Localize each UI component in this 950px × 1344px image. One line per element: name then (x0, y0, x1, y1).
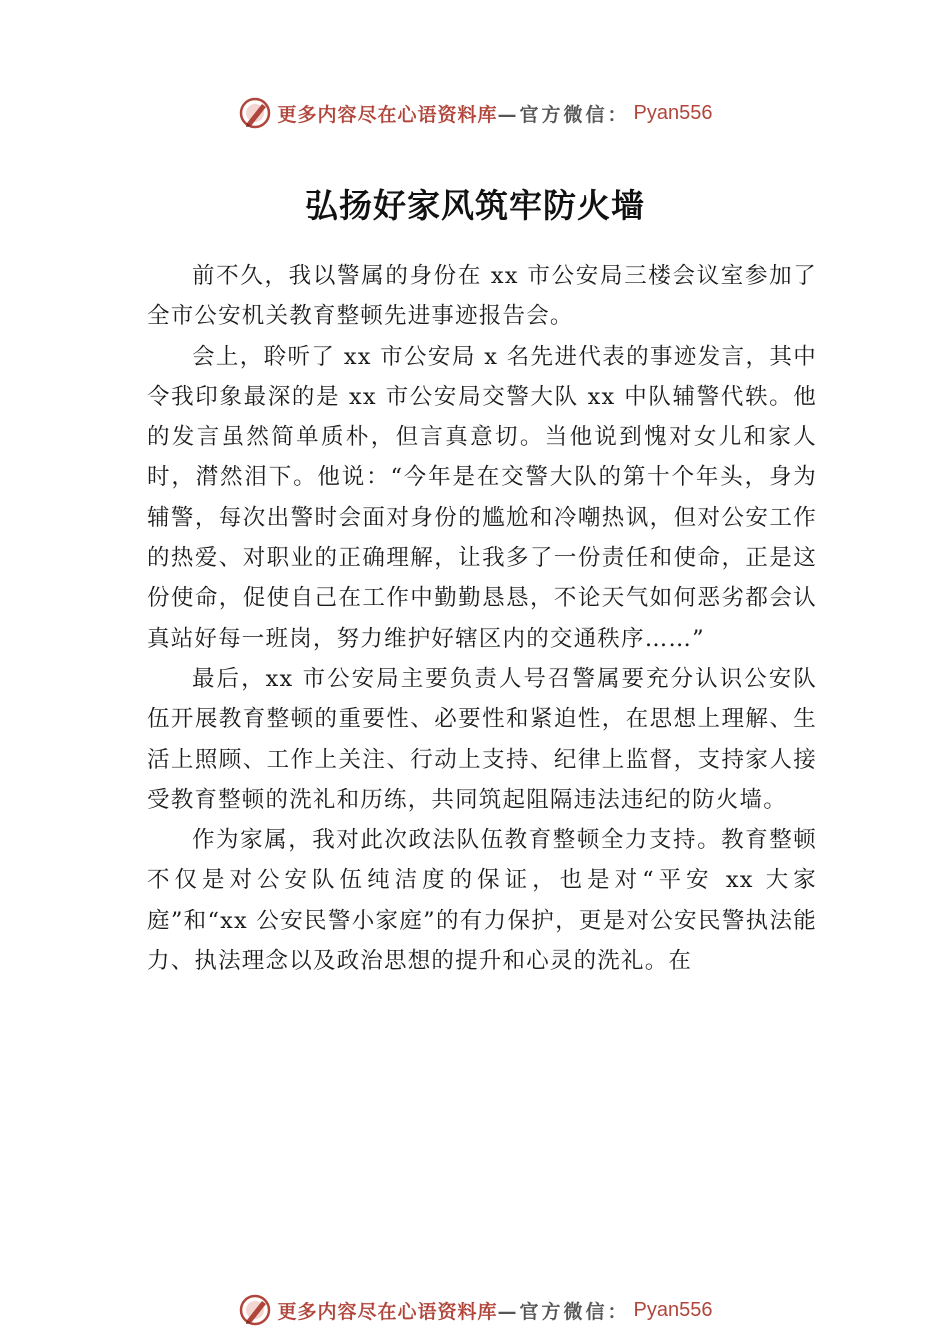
paragraph: 会上，聆听了 xx 市公安局 x 名先进代表的事迹发言，其中令我印象最深的是 xx 市公安局交警大队 xx 中队辅警代轶。他的发言虽然简单质朴，但言真意切。当他说到愧对女儿和家人时，潸然泪下。他说：“今年是在交警大队的第十个年头，身为辅警，每次出警时会面对身份的尴尬和冷嘲热讽，但对公安工作的热爱、对职业的正确理解，让我多了一份责任和使命，正是这份使命，促使自己在工作中勤勤恳恳，不论天气如何恶劣都会认真站好每一班岗，努力维护好辖区内的交通秩序……” (147, 343, 817, 652)
pen-logo-icon (238, 96, 272, 130)
document-body (147, 256, 817, 981)
paragraph: 前不久，我以警属的身份在 xx 市公安局三楼会议室参加了全市公安机关教育整顿先进事迹报告会。 (147, 263, 817, 330)
paragraph: 作为家属，我对此次政法队伍教育整顿全力支持。教育整顿不仅是对公安队伍纯洁度的保证，也是对“平安 xx 大家庭”和“xx 公安民警小家庭”的有力保护，更是对公安民警执法能力、执法理念以及政治思想的提升和心灵的洗礼。在 (147, 827, 817, 975)
banner-sub-text: —官方微信： (497, 1300, 630, 1323)
banner-main-text: 更多内容尽在心语资料库 (277, 1300, 498, 1323)
pen-logo-icon (238, 1293, 272, 1327)
document-title: 弘扬好家风筑牢防火墙 (305, 186, 645, 225)
header-banner (0, 93, 950, 133)
footer-banner (0, 1290, 950, 1330)
banner-wechat-id: Pyan556 (633, 1298, 713, 1321)
banner-wechat-id: Pyan556 (633, 101, 713, 124)
paragraph: 最后，xx 市公安局主要负责人号召警属要充分认识公安队伍开展教育整顿的重要性、必要性和紧迫性，在思想上理解、生活上照顾、工作上关注、行动上支持、纪律上监督，支持家人接受教育整顿的洗礼和历练，共同筑起阻隔违法违纪的防火墙。 (147, 665, 817, 813)
banner-main-text: 更多内容尽在心语资料库 (277, 103, 498, 126)
banner-sub-text: —官方微信： (497, 103, 630, 126)
